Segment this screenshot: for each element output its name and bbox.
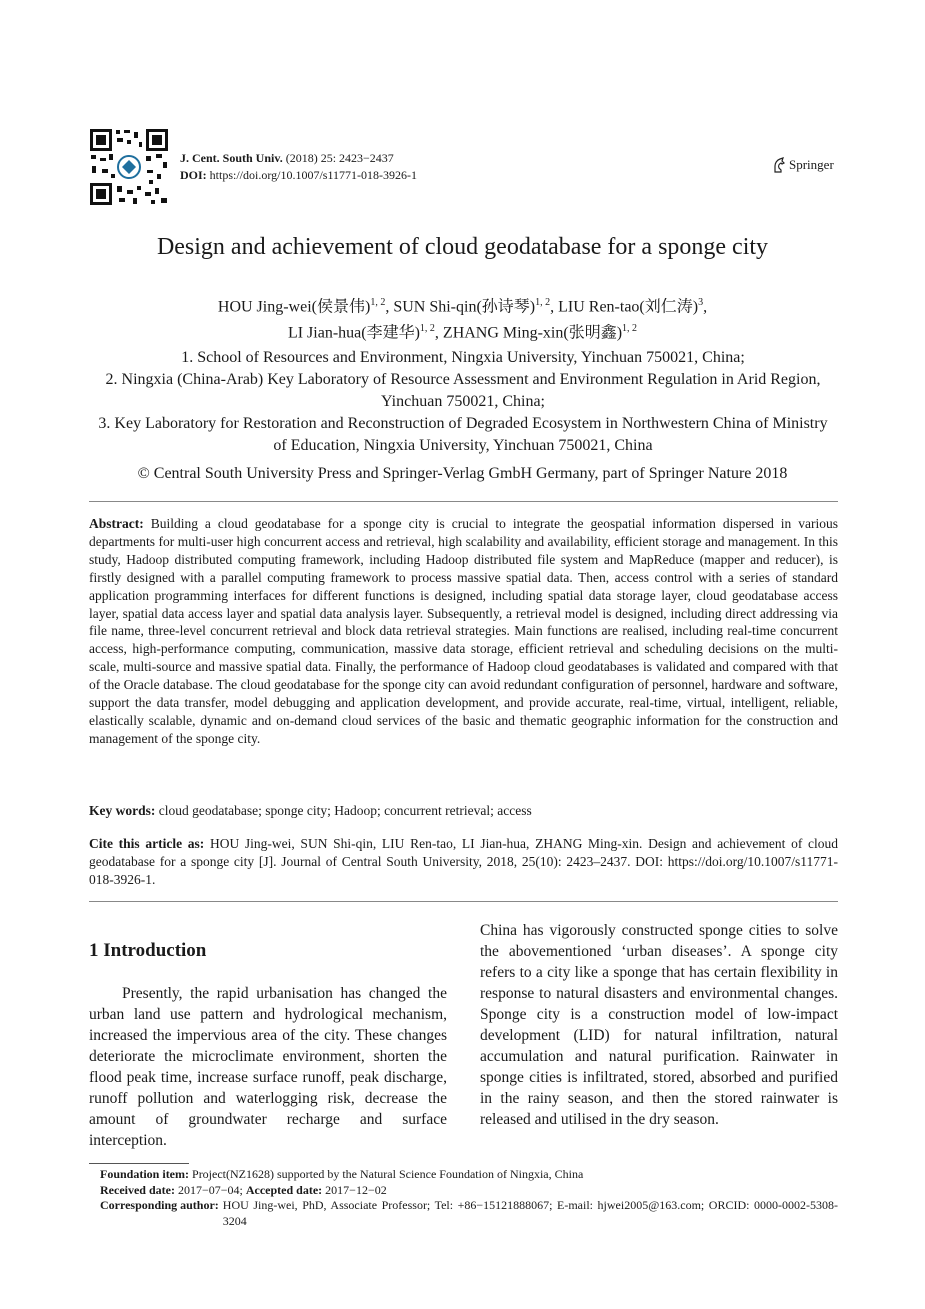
- affiliation-item: 2. Ningxia (China-Arab) Key Laboratory of Resource Assessment and Environment Regulation in Arid Region, Yinchuan 750021, China;: [105, 371, 821, 410]
- footnotes: [100, 1167, 838, 1229]
- abstract-label: Abstract:: [89, 516, 144, 531]
- accepted-date: 2017−12−02: [325, 1182, 387, 1197]
- received-date: 2017−07−04;: [177, 1182, 243, 1197]
- springer-logo: [772, 157, 834, 173]
- footnote-divider: [89, 1163, 189, 1164]
- copyright-notice: © Central South University Press and Springer-Verlag GmbH Germany, part of Springer Nature 2018: [137, 465, 788, 482]
- citation-label: Cite this article as:: [89, 836, 205, 851]
- abstract-text: Building a cloud geodatabase for a sponge city is crucial to integrate the geospatial information dispersed in various departments for multi-user high concurrent access and retrieval, high scalability and availability, efficient storage and management. In this study, Hadoop distributed computing framework, including Hadoop distributed file system and MapReduce (mapper and reducer), is firstly designed with a parallel computing framework to process massive spatial data. Then, access control with a series of standard application programming interfaces for different functions is designed, including spatial data storage layer, cloud geodatabase access layer, spatial data access layer and spatial data analysis layer. Subsequently, a retrieval model is designed, including direct addressing via file name, three-level concurrent retrieval and block data retrieval strategies. Main functions are realised, including real-time concurrent access, high-performance computing, communication, massive data storage, efficient retrieval and scheduling decisions on the multi-scale, multi-source and massive spatial data. Finally, the performance of Hadoop cloud geodatabases is validated and compared with that of the Oracle database. The cloud geodatabase for the sponge city can avoid redundant configuration of personnel, hardware and software, support the data transfer, model debugging and application development, and provide accurate, real-time, virtual, intelligent, reliable, elastically scalable, dynamic and on-demand cloud services of the basic and thematic geographic information for the construction and management of the sponge city.: [89, 516, 839, 746]
- author-affiliation-sup: 1, 2: [622, 323, 638, 335]
- journal-name: J. Cent. South Univ.: [180, 151, 283, 165]
- journal-info: [180, 150, 417, 184]
- foundation-label: Foundation item:: [100, 1167, 190, 1181]
- citation: [89, 835, 838, 889]
- author-name: ZHANG Ming-xin(张明鑫): [442, 324, 623, 342]
- citation-text: HOU Jing-wei, SUN Shi-qin, LIU Ren-tao, LI Jian-hua, ZHANG Ming-xin. Design and achievement of cloud geodatabase for a sponge city [J]. Journal of Central South University, 2018, 25(10): 2423–2437. DOI: https://doi.org/10.1007/s11771-018-3926-1.: [89, 836, 839, 887]
- foundation-text: Project(NZ1628) supported by the Natural Science Foundation of Ningxia, China: [192, 1167, 584, 1181]
- doi-label: DOI:: [180, 168, 207, 182]
- keywords-text: cloud geodatabase; sponge city; Hadoop; concurrent retrieval; access: [158, 803, 532, 818]
- corresponding-author: [100, 1198, 838, 1229]
- author-affiliation-sup: 3: [698, 297, 704, 308]
- doi-link[interactable]: https://doi.org/10.1007/s11771-018-3926-1: [209, 168, 418, 182]
- divider: [89, 901, 838, 902]
- body-paragraph-right: China has vigorously constructed sponge cities to solve the abovementioned ‘urban diseases’. A sponge city refers to a city like a sponge that has certain flexibility in response to natural disasters and environmental changes. Sponge city is a construction model of low-impact development (LID) for natural infiltration, natural accumulation and natural purification. Rainwater in sponge cities is infiltrated, stored, absorbed and purified in the rainy season, and then the stored rainwater is released and utilised in the dry season.: [480, 922, 838, 1128]
- dates: [100, 1183, 838, 1199]
- foundation-item: [100, 1167, 838, 1183]
- section-heading: 1 Introduction: [89, 940, 207, 961]
- qr-code-icon: [89, 128, 169, 206]
- body-paragraph-left: Presently, the rapid urbanisation has changed the urban land use pattern and hydrological mechanism, increased the impervious area of the city. These changes deteriorate the microclimate environment, shorten the flood peak time, increase surface runoff, peak discharge, runoff pollution and waterlogging risk, decrease the amount of groundwater recharge and surface interception.: [89, 985, 447, 1149]
- keywords: [89, 802, 838, 820]
- paper-title: Design and achievement of cloud geodatabase for a sponge city: [156, 234, 769, 260]
- author-affiliation-sup: 1, 2: [419, 323, 435, 335]
- abstract: [89, 515, 838, 748]
- affiliations: [90, 347, 836, 457]
- author-name: LIU Ren-tao(刘仁涛): [558, 298, 699, 316]
- divider: [89, 501, 838, 502]
- corresponding-label: Corresponding author:: [100, 1198, 219, 1212]
- corresponding-text: HOU Jing-wei, PhD, Associate Professor; Tel: +86−15121888067; E-mail: hjwei2005@163.com; ORCID: 0000-0002-5308-3204: [222, 1198, 838, 1228]
- author-name: LI Jian-hua(李建华): [287, 324, 420, 342]
- keywords-label: Key words:: [89, 803, 156, 818]
- affiliation-item: 1. School of Resources and Environment, Ningxia University, Yinchuan 750021, China;: [181, 349, 745, 366]
- accepted-label: Accepted date:: [245, 1182, 323, 1197]
- affiliation-item: 3. Key Laboratory for Restoration and Reconstruction of Degraded Ecosystem in Northwestern China of Ministry of Education, Ningxia University, Yinchuan 750021, China: [98, 415, 828, 454]
- received-label: Received date:: [100, 1182, 175, 1197]
- springer-horse-icon: [772, 157, 786, 173]
- author-name: SUN Shi-qin(孙诗琴): [393, 298, 536, 316]
- author-list: HOU Jing-wei(侯景伟)$^{1, 2}$, SUN Shi-qin(孙诗琴)$^{1, 2}$, LIU Ren-tao(刘仁涛)$^3$, LI Jian-hua(李建华)$^{1, 2}$, ZHANG Ming-xin(张明鑫)$^{1, 2}$: [217, 297, 708, 342]
- journal-issue: (2018) 25: 2423−2437: [285, 151, 394, 165]
- author-name: HOU Jing-wei(侯景伟): [217, 298, 371, 316]
- author-affiliation-sup: 1, 2: [535, 297, 551, 308]
- author-affiliation-sup: 1, 2: [370, 297, 386, 308]
- springer-name: Springer: [789, 157, 834, 172]
